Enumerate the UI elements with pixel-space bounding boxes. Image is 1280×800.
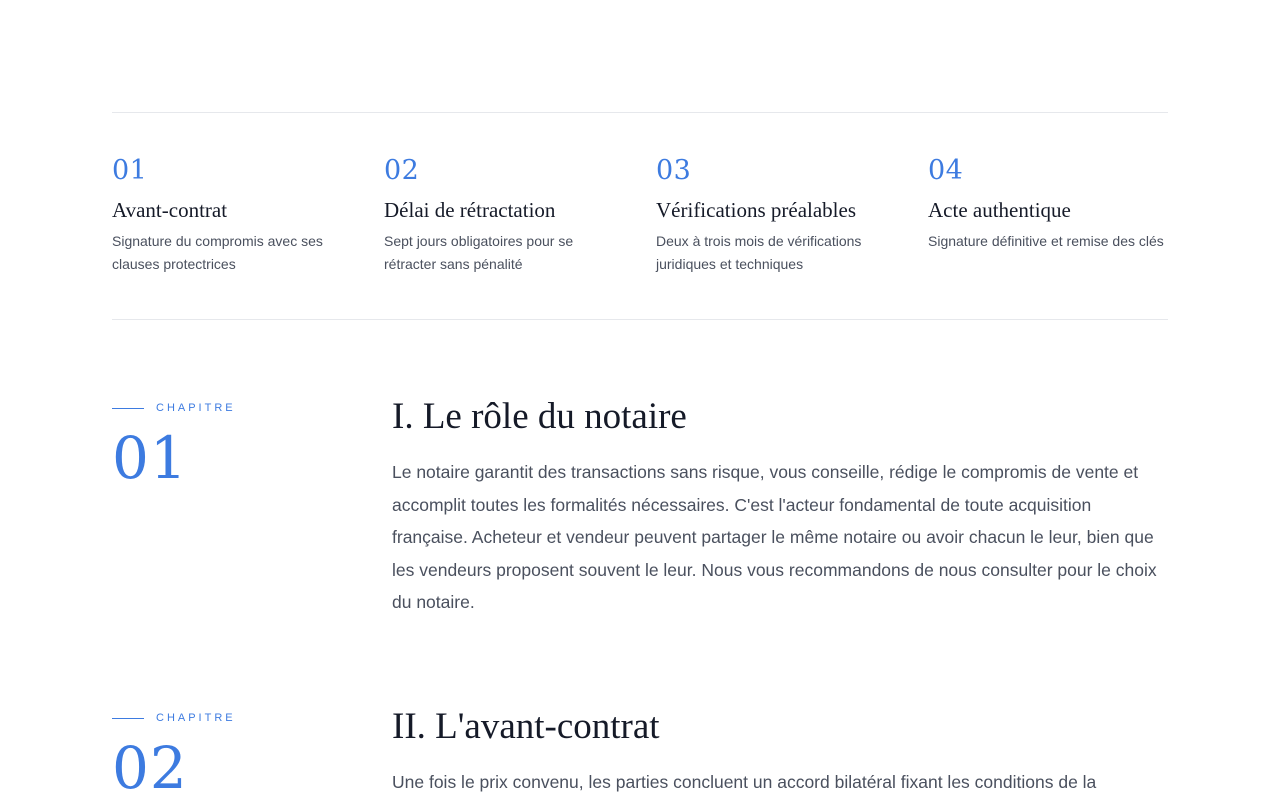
- chapter-accent-line: [112, 408, 144, 409]
- step-description: Sept jours obligatoires pour se rétracter sans pénalité: [384, 233, 574, 272]
- step-item: [656, 153, 896, 276]
- chapter-number: 02: [112, 734, 188, 800]
- step-description: Signature du compromis avec ses clauses protectrices: [112, 233, 323, 272]
- step-description: Deux à trois mois de vérifications juridiques et techniques: [656, 233, 862, 272]
- chapter-content: [392, 396, 1168, 619]
- step-description: Signature définitive et remise des clés: [928, 233, 1164, 249]
- chapter-content: [392, 706, 1168, 799]
- step-title: Vérifications préalables: [656, 198, 856, 222]
- step-title: Délai de rétractation: [384, 198, 556, 222]
- chapter-title: I. Le rôle du notaire: [392, 396, 687, 437]
- step-number: 01: [112, 155, 148, 186]
- chapter-marker: [112, 400, 352, 490]
- chapter-title: II. L'avant-contrat: [392, 706, 660, 747]
- step-title: Acte authentique: [928, 198, 1071, 222]
- process-steps: [112, 153, 1168, 293]
- step-number: 03: [656, 155, 692, 186]
- chapter-body: Le notaire garantit des transactions sans risque, vous conseille, rédige le compromis de vente et accomplit toutes les formalités nécessaires. C'est l'acteur fondamental de toute acquisition française. Acheteur et vendeur peuvent partager le même notaire ou avoir chacun le leur, bien que les vendeurs proposent souvent le leur. Nous vous recommandons de nous consulter pour le choix du notaire.: [392, 462, 1157, 612]
- step-title: Avant-contrat: [112, 198, 228, 222]
- chapter-number: 01: [112, 424, 188, 492]
- step-number: 04: [928, 155, 964, 186]
- chapter-body: Une fois le prix convenu, les parties concluent un accord bilatéral fixant les conditions de la: [392, 772, 1097, 792]
- chapter-label: CHAPITRE: [156, 712, 236, 724]
- steps-bottom-divider: [112, 319, 1168, 320]
- chapter-label-row: [112, 400, 352, 416]
- chapter-label: CHAPITRE: [156, 402, 236, 414]
- chapter-marker: [112, 710, 352, 800]
- chapter-accent-line: [112, 718, 144, 719]
- step-item: [112, 153, 352, 276]
- step-item: [384, 153, 624, 276]
- step-number: 02: [384, 155, 420, 186]
- steps-top-divider: [112, 112, 1168, 113]
- chapter-label-row: [112, 710, 352, 726]
- step-item: [928, 153, 1168, 253]
